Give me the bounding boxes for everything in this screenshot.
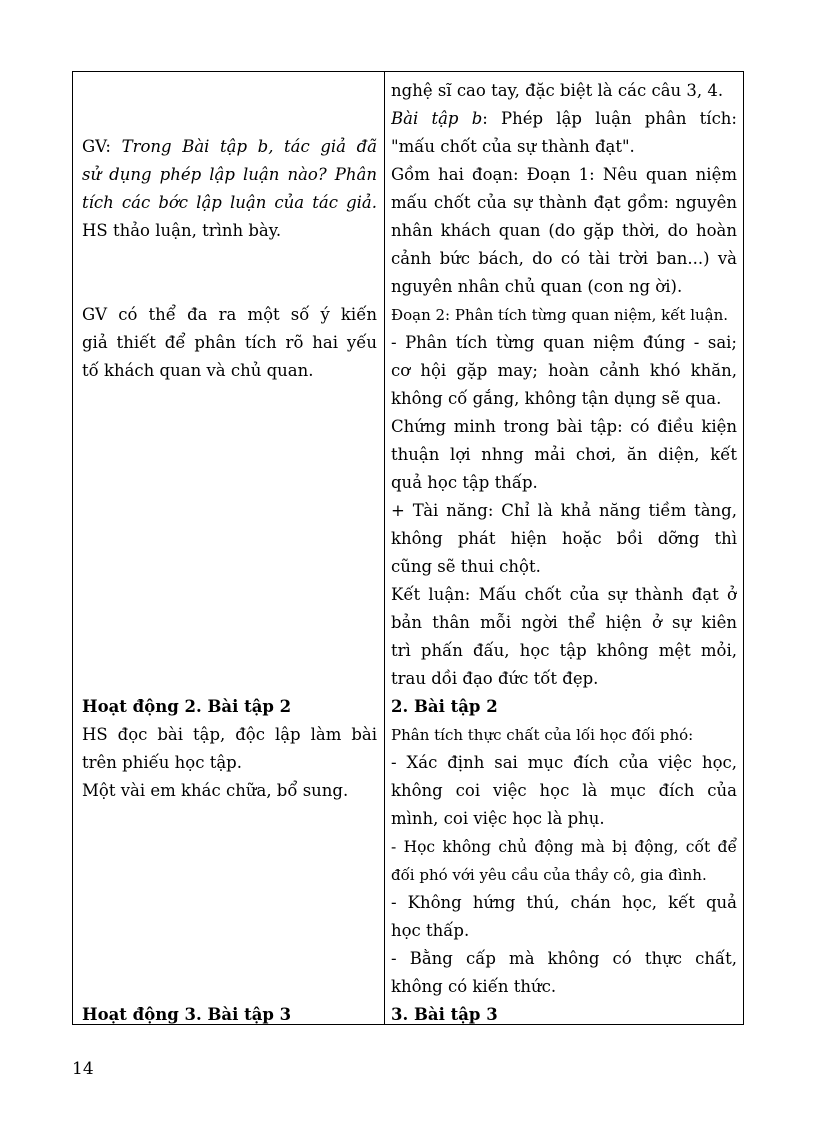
content-line: - Không hứng thú, chán học, kết quả <box>391 893 737 912</box>
gv-question-line-2: sử dụng phép lập luận nào? Phân <box>82 165 377 184</box>
content-line: quả học tập thấp. <box>391 473 538 492</box>
content-line: - Xác định sai mục đích của việc học, <box>391 753 737 772</box>
column-divider <box>384 72 385 1024</box>
exercise-2-heading: 2. Bài tập 2 <box>391 697 498 716</box>
content-line: - Học không chủ động mà bị động, cốt để <box>391 838 737 856</box>
content-line: trau dồi đạo đức tốt đẹp. <box>391 669 599 688</box>
gv-question-line-1: GV: Trong Bài tập b, tác giả đã <box>82 137 377 156</box>
students-supplement-line: Một vài em khác chữa, bổ sung. <box>82 781 349 800</box>
content-line: nguyên nhân chủ quan (con ng ời). <box>391 277 683 296</box>
content-line: bản thân mỗi ngời thể hiện ở sự kiên <box>391 613 737 632</box>
content-line: mình, coi việc học là phụ. <box>391 809 605 828</box>
content-line: không coi việc học là mục đích của <box>391 781 737 800</box>
lesson-table <box>72 71 744 1025</box>
gv-question-line-3: tích các bớc lập luận của tác giả. <box>82 193 377 212</box>
content-line: Bài tập b: Phép lập luận phân tích: <box>391 109 737 128</box>
content-line: Chứng minh trong bài tập: có điều kiện <box>391 417 737 436</box>
content-line: cảnh bức bách, do có tài trời ban...) và <box>391 249 737 268</box>
content-line: thuận lợi nhng mải chơi, ăn diện, kết <box>391 445 737 464</box>
content-line: học thấp. <box>391 921 470 940</box>
content-line: - Phân tích từng quan niệm đúng - sai; <box>391 333 737 352</box>
content-line: cũng sẽ thui chột. <box>391 557 541 576</box>
page-number: 14 <box>72 1059 94 1079</box>
gv-suggest-line-2: giả thiết để phân tích rõ hai yếu <box>82 333 377 352</box>
content-line: Phân tích thực chất của lối học đối phó: <box>391 726 694 744</box>
content-line: không phát hiện hoặc bồi dỡng thì <box>391 529 737 548</box>
content-line: "mấu chốt của sự thành đạt". <box>391 137 635 156</box>
hs-read-line-2: trên phiếu học tập. <box>82 753 242 772</box>
content-line: mấu chốt của sự thành đạt gồm: nguyên <box>391 193 737 212</box>
content-line: + Tài năng: Chỉ là khả năng tiềm tàng, <box>391 501 737 520</box>
exercise-3-heading: 3. Bài tập 3 <box>391 1005 498 1024</box>
content-line: không có kiến thức. <box>391 977 557 996</box>
content-line: Kết luận: Mấu chốt của sự thành đạt ở <box>391 585 737 604</box>
content-line: đối phó với yêu cầu của thầy cô, gia đình. <box>391 866 707 884</box>
content-line: nghệ sĩ cao tay, đặc biệt là các câu 3, 4. <box>391 81 724 100</box>
activity-3-heading: Hoạt động 3. Bài tập 3 <box>82 1005 292 1024</box>
content-line: Gồm hai đoạn: Đoạn 1: Nêu quan niệm <box>391 165 737 184</box>
content-line: nhân khách quan (do gặp thời, do hoàn <box>391 221 737 240</box>
activity-2-heading: Hoạt động 2. Bài tập 2 <box>82 697 292 716</box>
hs-discuss-line: HS thảo luận, trình bày. <box>82 221 282 240</box>
hs-read-line-1: HS đọc bài tập, độc lập làm bài <box>82 725 377 744</box>
content-line: - Bằng cấp mà không có thực chất, <box>391 949 737 968</box>
exercise-b-label: Bài tập b <box>391 109 483 128</box>
gv-suggest-line-1: GV có thể đa ra một số ý kiến <box>82 305 377 324</box>
content-line: cơ hội gặp may; hoàn cảnh khó khăn, <box>391 361 737 380</box>
gv-suggest-line-3: tố khách quan và chủ quan. <box>82 361 314 380</box>
content-line: không cố gắng, không tận dụng sẽ qua. <box>391 389 722 408</box>
content-line: trì phấn đấu, học tập không mệt mỏi, <box>391 641 737 660</box>
content-line: Đoạn 2: Phân tích từng quan niệm, kết luận. <box>391 306 729 324</box>
